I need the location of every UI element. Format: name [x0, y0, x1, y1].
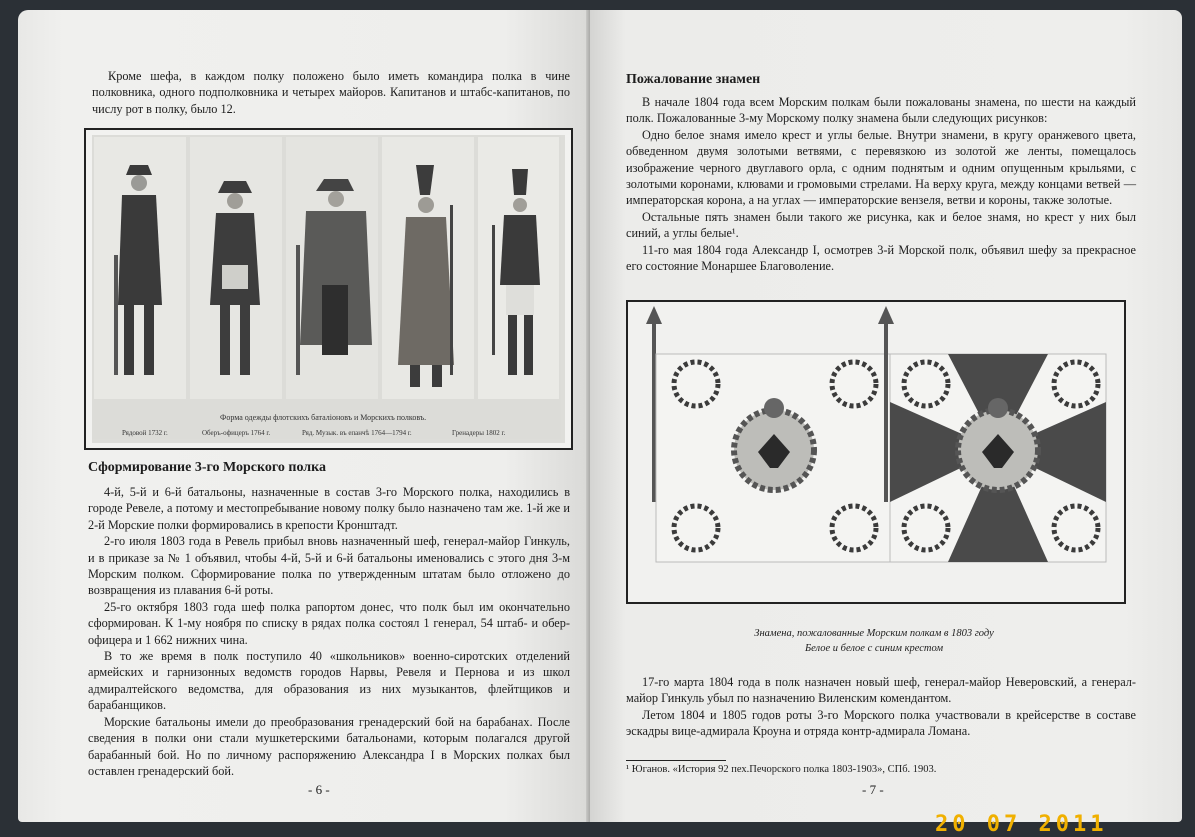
paragraph: 17-го марта 1804 года в полк назначен новый шеф, генерал-майор Неверовский, а генерал-майор Гинкуль убыл по назначению Виленским комендантом. [626, 675, 1136, 706]
section-heading-banners: Пожалование знамен [626, 72, 761, 87]
page-number-left: - 6 - [308, 782, 330, 797]
plate-label-1: Рядовой 1732 г. [122, 429, 168, 437]
left-body-text [88, 484, 570, 779]
banners-caption [626, 626, 1122, 656]
paragraph: 11-го мая 1804 года Александр I, осмотрев 3-й Морской полк, объявил шефу за прекрасное его состояние Монаршее Благоволение. [626, 242, 1136, 274]
paragraph: 25-го октября 1803 года шеф полка рапортом донес, что полк был им окончательно сформирован. К 1-му ноября по списку в рядах полка состоял 1 генерал, 54 штаб- и обер-офицера и 1 662 нижних чина. [88, 599, 570, 647]
right-body-text-bottom [626, 674, 1136, 740]
footnote: ¹ Юганов. «История 92 пех.Печорского полка 1803-1903», СПб. 1903. [626, 764, 937, 775]
plate-title: Форма одежды флотскихъ баталіоновъ и Морскихъ полковъ. [220, 413, 427, 422]
paragraph: В то же время в полк поступило 40 «школьников» военно-сиротских отделений армейских и гарнизонных ведомств городов Нарвы, Ревеля и Пернова и из школ адмиралтейского ведомства, для образования из них музыкантов, флейтщиков и барабанщиков. [88, 649, 570, 713]
paragraph: 4-й, 5-й и 6-й батальоны, назначенные в состав 3-го Морского полка, находились в городе Ревеле, а потому и местопребывание новому полку было назначено там же. 1-й же и 2-й Морские полки формировались в крепости Кронштадт. [88, 485, 570, 532]
paragraph: 2-го июля 1803 года в Ревель прибыл вновь назначенный шеф, генерал-майор Гинкуль, и в приказе за № 1 объявил, чтобы 4-й, 5-й и 6-й батальоны именовались с этого дня 3-м Морским полком. Сформирование полка по утвержденным штатам было отложено до возвращения из плавания 6-й роты. [88, 534, 570, 598]
right-body-text-top [626, 94, 1136, 274]
banners-figure [626, 300, 1126, 604]
banners-caption-line-2: Белое и белое с синим крестом [804, 643, 944, 654]
section-heading-formation: Сформирование 3-го Морского полка [88, 460, 326, 475]
paragraph: В начале 1804 года всем Морским полкам были пожалованы знамена, по шести на каждый полк. Пожалованные 3-му Морскому полку знамена были следующих рисунков: [626, 95, 1136, 126]
banners-drawing [628, 302, 1124, 602]
right-page [590, 10, 1182, 822]
plate-label-3: Ряд. Музык. въ епанчѣ 1764—1794 г. [302, 429, 412, 437]
left-intro [92, 68, 570, 117]
paragraph: Морские батальоны имели до преобразования гренадерский бой на барабанах. После сведения в полки они стали мушкетерскими батальонами, которым полагался другой барабанный бой. Но по личному распоряжению Александра I в Морских полках был оставлен гренадерский бой. [88, 714, 570, 778]
banners-caption-line-1: Знамена, пожалованные Морским полкам в 1803 году [754, 628, 994, 639]
left-page [18, 10, 590, 822]
paragraph: Остальные пять знамен были такого же рисунка, как и белое знамя, но крест у них был синий, а углы белые¹. [626, 209, 1136, 241]
intro-paragraph: Кроме шефа, в каждом полку положено было иметь командира полка в чине полковника, одного подполковника и четырех майоров. Капитанов и штабс-капитанов, по числу рот в полку, было 12. [92, 69, 570, 116]
uniform-plate [84, 128, 573, 450]
uniform-plate-image [92, 135, 565, 443]
paragraph: Одно белое знамя имело крест и углы белые. Внутри знамени, в кругу оранжевого цвета, обведенном двумя золотыми ветвями, с перевязкою из золотой же ленты, помещалось изображение черного двуглавого орла, с одним поднятым и одним опущенным крыльями, с золотыми коронами, клювами и громовыми стрелами. На верху круга, между концами ветвей — императорская корона, а на углах — императорские вензеля, ветви и короны, также золотые. [626, 127, 1136, 208]
paragraph: Летом 1804 и 1805 годов роты 3-го Морского полка участвовали в крейсерстве в составе эскадры вице-адмирала Кроуна и отряда контр-адмирала Ломана. [626, 707, 1136, 739]
photo-date-stamp: 20 07 2011 [935, 812, 1108, 837]
footnote-rule [626, 760, 726, 761]
plate-label-4: Гренадеры 1802 г. [452, 429, 506, 437]
plate-label-2: Оберъ-офицеръ 1764 г. [202, 429, 271, 437]
page-number-right: - 7 - [862, 782, 884, 797]
uniform-plate-drawing [92, 135, 561, 439]
